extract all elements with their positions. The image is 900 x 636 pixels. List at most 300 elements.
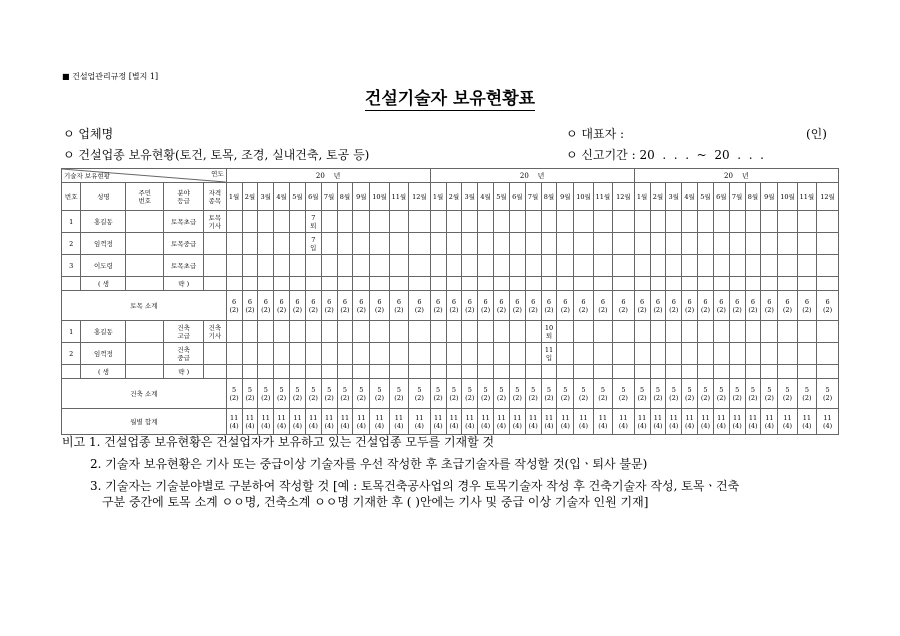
month-cell — [557, 233, 574, 255]
month-cell — [541, 211, 557, 233]
month-header: 5월 — [698, 183, 714, 211]
month-cell — [494, 343, 510, 365]
month-cell — [574, 233, 593, 255]
ellipsis-left: ( 생 — [81, 365, 126, 379]
civil-subtotal-value: 6 (2) — [650, 291, 666, 321]
month-cell — [274, 321, 290, 343]
row-number: 1 — [62, 211, 81, 233]
month-cell — [682, 365, 698, 379]
civil-subtotal-value: 6 (2) — [305, 291, 321, 321]
ellipsis-right: 략 ) — [164, 277, 204, 291]
month-cell — [541, 365, 557, 379]
month-cell — [337, 277, 353, 291]
id-number — [126, 321, 164, 343]
arch-subtotal-value: 5 (2) — [682, 379, 698, 409]
month-cell — [446, 233, 462, 255]
monthly-total-value: 11 (4) — [574, 409, 593, 435]
change-mark: 11 입 — [541, 343, 557, 365]
field-grade: 건축 고급 — [164, 321, 204, 343]
civil-subtotal-value: 6 (2) — [666, 291, 682, 321]
form-reference: ■ 건설업관리규정 [별지 1] — [62, 72, 159, 81]
month-cell — [337, 343, 353, 365]
arch-subtotal-value: 5 (2) — [409, 379, 431, 409]
civil-subtotal-value: 6 (2) — [713, 291, 729, 321]
month-cell — [729, 343, 745, 365]
month-header: 1월 — [226, 183, 242, 211]
civil-subtotal-value: 6 (2) — [462, 291, 478, 321]
month-cell — [274, 233, 290, 255]
month-cell — [666, 233, 682, 255]
arch-subtotal-value: 5 (2) — [574, 379, 593, 409]
field-grade: 토목초급 — [164, 211, 204, 233]
month-cell — [574, 255, 593, 277]
month-cell — [729, 255, 745, 277]
monthly-total-value: 11 (4) — [729, 409, 745, 435]
certificate: 건축 기사 — [204, 321, 227, 343]
month-header: 10월 — [370, 183, 389, 211]
arch-subtotal-value: 5 (2) — [305, 379, 321, 409]
month-cell — [613, 255, 635, 277]
month-cell — [698, 321, 714, 343]
civil-ellipsis-row — [62, 277, 839, 291]
month-cell — [713, 343, 729, 365]
month-cell — [593, 211, 612, 233]
civil-subtotal-value: 6 (2) — [525, 291, 541, 321]
month-cell — [478, 365, 494, 379]
monthly-total-value: 11 (4) — [557, 409, 574, 435]
monthly-total-value: 11 (4) — [613, 409, 635, 435]
month-cell — [745, 211, 761, 233]
month-cell — [409, 277, 431, 291]
month-cell — [509, 321, 525, 343]
month-cell — [761, 277, 778, 291]
month-cell — [557, 321, 574, 343]
monthly-total-value: 11 (4) — [446, 409, 462, 435]
month-cell — [321, 343, 337, 365]
arch-subtotal-row — [62, 379, 839, 409]
arch-subtotal-value: 5 (2) — [745, 379, 761, 409]
month-cell — [478, 211, 494, 233]
arch-subtotal-value: 5 (2) — [226, 379, 242, 409]
month-cell — [242, 365, 258, 379]
field-grade: 토목중급 — [164, 233, 204, 255]
month-cell — [446, 211, 462, 233]
month-cell — [525, 277, 541, 291]
month-cell — [337, 365, 353, 379]
representative-label: ㅇ 대표자 : — [566, 127, 625, 141]
arch-subtotal-value: 5 (2) — [593, 379, 612, 409]
month-cell — [778, 255, 797, 277]
month-header: 12월 — [613, 183, 635, 211]
month-cell — [698, 277, 714, 291]
month-header: 3월 — [258, 183, 274, 211]
monthly-total-value: 11 (4) — [666, 409, 682, 435]
monthly-total-value: 11 (4) — [337, 409, 353, 435]
month-cell — [574, 211, 593, 233]
month-cell — [478, 343, 494, 365]
id-number — [126, 343, 164, 365]
month-cell — [446, 321, 462, 343]
month-cell — [370, 365, 389, 379]
civil-subtotal-value: 6 (2) — [574, 291, 593, 321]
month-cell — [650, 321, 666, 343]
month-cell — [305, 343, 321, 365]
month-cell — [593, 255, 612, 277]
month-cell — [430, 255, 446, 277]
month-cell — [389, 233, 408, 255]
month-cell — [242, 211, 258, 233]
month-cell — [321, 365, 337, 379]
month-cell — [698, 233, 714, 255]
month-header: 3월 — [666, 183, 682, 211]
month-cell — [337, 233, 353, 255]
month-cell — [541, 255, 557, 277]
month-cell — [409, 233, 431, 255]
month-cell — [226, 277, 242, 291]
month-cell — [525, 233, 541, 255]
civil-subtotal-value: 6 (2) — [729, 291, 745, 321]
month-cell — [462, 365, 478, 379]
month-cell — [321, 277, 337, 291]
arch-subtotal-value: 5 (2) — [290, 379, 306, 409]
month-header: 5월 — [494, 183, 510, 211]
arch-subtotal-value: 5 (2) — [729, 379, 745, 409]
month-cell — [353, 233, 370, 255]
month-cell — [666, 277, 682, 291]
month-cell — [305, 277, 321, 291]
month-cell — [258, 277, 274, 291]
month-cell — [337, 255, 353, 277]
month-cell — [242, 255, 258, 277]
month-cell — [478, 321, 494, 343]
month-cell — [698, 211, 714, 233]
month-cell — [353, 365, 370, 379]
civil-subtotal-value: 6 (2) — [817, 291, 839, 321]
row-number — [62, 277, 81, 291]
month-cell — [274, 211, 290, 233]
month-cell — [494, 365, 510, 379]
monthly-total-value: 11 (4) — [226, 409, 242, 435]
month-header: 2월 — [446, 183, 462, 211]
month-cell — [650, 211, 666, 233]
month-cell — [745, 277, 761, 291]
month-cell — [370, 277, 389, 291]
month-cell — [613, 343, 635, 365]
civil-subtotal-value: 6 (2) — [557, 291, 574, 321]
monthly-total-value: 11 (4) — [409, 409, 431, 435]
monthly-total-value: 11 (4) — [593, 409, 612, 435]
month-cell — [713, 233, 729, 255]
month-cell — [634, 233, 650, 255]
month-header: 9월 — [761, 183, 778, 211]
civil-subtotal-value: 6 (2) — [778, 291, 797, 321]
month-cell — [258, 365, 274, 379]
monthly-total-value: 11 (4) — [745, 409, 761, 435]
field-grade: 토목초급 — [164, 255, 204, 277]
certificate — [204, 255, 227, 277]
month-cell — [593, 365, 612, 379]
arch-subtotal-value: 5 (2) — [258, 379, 274, 409]
month-cell — [509, 343, 525, 365]
month-cell — [817, 343, 839, 365]
monthly-total-value: 11 (4) — [353, 409, 370, 435]
month-cell — [494, 321, 510, 343]
month-cell — [509, 233, 525, 255]
arch-subtotal-value: 5 (2) — [666, 379, 682, 409]
month-cell — [446, 255, 462, 277]
monthly-total-value: 11 (4) — [817, 409, 839, 435]
month-cell — [274, 277, 290, 291]
month-cell — [409, 321, 431, 343]
month-cell — [409, 343, 431, 365]
month-cell — [258, 321, 274, 343]
month-cell — [593, 233, 612, 255]
monthly-total-value: 11 (4) — [478, 409, 494, 435]
month-cell — [353, 321, 370, 343]
month-cell — [242, 277, 258, 291]
month-cell — [290, 365, 306, 379]
civil-row — [62, 233, 839, 255]
status-axis-label: 기술자 보유현황 — [64, 172, 111, 180]
month-header: 6월 — [713, 183, 729, 211]
arch-subtotal-value: 5 (2) — [634, 379, 650, 409]
month-cell — [634, 365, 650, 379]
arch-subtotal-value: 5 (2) — [337, 379, 353, 409]
certificate — [204, 233, 227, 255]
arch-row — [62, 321, 839, 343]
month-cell — [729, 233, 745, 255]
monthly-total-value: 11 (4) — [290, 409, 306, 435]
month-cell — [817, 365, 839, 379]
month-header: 3월 — [462, 183, 478, 211]
month-cell — [817, 321, 839, 343]
month-cell — [274, 365, 290, 379]
arch-subtotal-value: 5 (2) — [713, 379, 729, 409]
seal-label: (인) — [806, 127, 827, 141]
month-cell — [650, 343, 666, 365]
monthly-total-value: 11 (4) — [370, 409, 389, 435]
monthly-total-value: 11 (4) — [430, 409, 446, 435]
month-cell — [525, 211, 541, 233]
month-cell — [778, 211, 797, 233]
month-cell — [226, 255, 242, 277]
month-cell — [353, 211, 370, 233]
company-label: ㅇ 업체명 — [63, 127, 114, 141]
month-cell — [389, 255, 408, 277]
month-cell — [290, 255, 306, 277]
month-cell — [541, 233, 557, 255]
month-header: 2월 — [650, 183, 666, 211]
monthly-total-value: 11 (4) — [274, 409, 290, 435]
month-header: 1월 — [430, 183, 446, 211]
monthly-total-value: 11 (4) — [713, 409, 729, 435]
arch-subtotal-value: 5 (2) — [650, 379, 666, 409]
month-cell — [797, 365, 816, 379]
month-cell — [321, 255, 337, 277]
month-cell — [817, 211, 839, 233]
column-header-row — [62, 183, 839, 211]
month-cell — [713, 277, 729, 291]
month-cell — [557, 255, 574, 277]
month-cell — [761, 343, 778, 365]
month-cell — [729, 321, 745, 343]
year-header: 20 년 — [634, 169, 838, 183]
month-cell — [745, 321, 761, 343]
month-cell — [525, 365, 541, 379]
business-status-label: ㅇ 건설업종 보유현황(토건, 토목, 조경, 실내건축, 토공 등) — [63, 148, 370, 162]
month-cell — [761, 365, 778, 379]
arch-subtotal-value: 5 (2) — [797, 379, 816, 409]
month-cell — [430, 233, 446, 255]
month-cell — [226, 343, 242, 365]
remarks — [62, 434, 739, 510]
month-cell — [478, 277, 494, 291]
month-cell — [525, 321, 541, 343]
civil-subtotal-value: 6 (2) — [682, 291, 698, 321]
remark-1: 비고 1. 건설업종 보유현황은 건설업자가 보유하고 있는 건설업종 모두를 기재할 것 — [62, 435, 495, 449]
month-cell — [613, 277, 635, 291]
ellipsis-left: ( 생 — [81, 277, 126, 291]
month-cell — [389, 211, 408, 233]
month-cell — [462, 233, 478, 255]
civil-subtotal-value: 6 (2) — [745, 291, 761, 321]
arch-subtotal-value: 5 (2) — [430, 379, 446, 409]
month-cell — [682, 233, 698, 255]
civil-subtotal-value: 6 (2) — [242, 291, 258, 321]
month-header: 11월 — [593, 183, 612, 211]
id-number — [126, 211, 164, 233]
arch-subtotal-value: 5 (2) — [274, 379, 290, 409]
column-header: 자격 종목 — [204, 183, 227, 211]
month-cell — [634, 255, 650, 277]
month-cell — [713, 365, 729, 379]
monthly-total-value: 11 (4) — [634, 409, 650, 435]
month-header: 7월 — [729, 183, 745, 211]
month-cell — [778, 321, 797, 343]
month-cell — [409, 255, 431, 277]
month-cell — [682, 321, 698, 343]
month-cell — [274, 255, 290, 277]
month-cell — [353, 277, 370, 291]
month-cell — [613, 365, 635, 379]
month-cell — [778, 233, 797, 255]
civil-subtotal-value: 6 (2) — [430, 291, 446, 321]
month-cell — [509, 211, 525, 233]
month-header: 7월 — [321, 183, 337, 211]
month-cell — [462, 321, 478, 343]
month-cell — [778, 365, 797, 379]
civil-subtotal-value: 6 (2) — [593, 291, 612, 321]
month-cell — [634, 277, 650, 291]
monthly-total-value: 11 (4) — [797, 409, 816, 435]
column-header: 번호 — [62, 183, 81, 211]
month-cell — [574, 321, 593, 343]
month-cell — [321, 321, 337, 343]
month-cell — [682, 343, 698, 365]
month-cell — [430, 365, 446, 379]
arch-subtotal-value: 5 (2) — [698, 379, 714, 409]
month-cell — [698, 365, 714, 379]
arch-subtotal-value: 5 (2) — [541, 379, 557, 409]
month-header: 8월 — [745, 183, 761, 211]
month-cell — [817, 255, 839, 277]
month-cell — [430, 211, 446, 233]
month-cell — [613, 211, 635, 233]
month-cell — [682, 277, 698, 291]
row-number: 2 — [62, 233, 81, 255]
month-cell — [462, 211, 478, 233]
civil-subtotal-value: 6 (2) — [613, 291, 635, 321]
change-mark: 7 퇴 — [305, 211, 321, 233]
change-mark: 10 퇴 — [541, 321, 557, 343]
month-cell — [797, 277, 816, 291]
civil-subtotal-value: 6 (2) — [541, 291, 557, 321]
monthly-total-value: 11 (4) — [541, 409, 557, 435]
monthly-total-value: 11 (4) — [321, 409, 337, 435]
month-cell — [478, 255, 494, 277]
month-cell — [797, 211, 816, 233]
monthly-total-value: 11 (4) — [509, 409, 525, 435]
month-cell — [698, 343, 714, 365]
month-header: 12월 — [817, 183, 839, 211]
monthly-total-value: 11 (4) — [242, 409, 258, 435]
month-cell — [745, 233, 761, 255]
month-header: 4월 — [682, 183, 698, 211]
arch-subtotal-label: 건축 소계 — [62, 379, 227, 409]
month-cell — [613, 233, 635, 255]
month-header: 11월 — [389, 183, 408, 211]
month-cell — [666, 211, 682, 233]
field-grade: 건축 중급 — [164, 343, 204, 365]
month-cell — [462, 343, 478, 365]
diagonal-header-cell — [62, 169, 227, 183]
row-number: 1 — [62, 321, 81, 343]
month-cell — [226, 233, 242, 255]
arch-ellipsis-row — [62, 365, 839, 379]
month-cell — [525, 343, 541, 365]
month-cell — [321, 211, 337, 233]
month-cell — [242, 233, 258, 255]
month-header: 2월 — [242, 183, 258, 211]
month-cell — [557, 365, 574, 379]
arch-subtotal-value: 5 (2) — [242, 379, 258, 409]
month-cell — [778, 343, 797, 365]
month-cell — [509, 365, 525, 379]
civil-subtotal-value: 6 (2) — [226, 291, 242, 321]
year-header: 20 년 — [430, 169, 634, 183]
month-cell — [290, 233, 306, 255]
month-cell — [430, 321, 446, 343]
civil-subtotal-value: 6 (2) — [321, 291, 337, 321]
month-cell — [370, 255, 389, 277]
person-name: 홍길동 — [81, 211, 126, 233]
civil-subtotal-value: 6 (2) — [446, 291, 462, 321]
remark-2: 2. 기술자 보유현황은 기사 또는 중급이상 기술자를 우선 작성한 후 초급기술자를 작성할 것(입ㆍ퇴사 불문) — [90, 457, 648, 471]
month-cell — [778, 277, 797, 291]
month-cell — [761, 255, 778, 277]
month-cell — [729, 211, 745, 233]
arch-subtotal-value: 5 (2) — [389, 379, 408, 409]
arch-subtotal-value: 5 (2) — [321, 379, 337, 409]
month-cell — [290, 211, 306, 233]
month-cell — [446, 277, 462, 291]
month-cell — [650, 255, 666, 277]
month-cell — [574, 365, 593, 379]
month-cell — [242, 343, 258, 365]
arch-row — [62, 343, 839, 365]
month-cell — [258, 211, 274, 233]
arch-subtotal-value: 5 (2) — [613, 379, 635, 409]
